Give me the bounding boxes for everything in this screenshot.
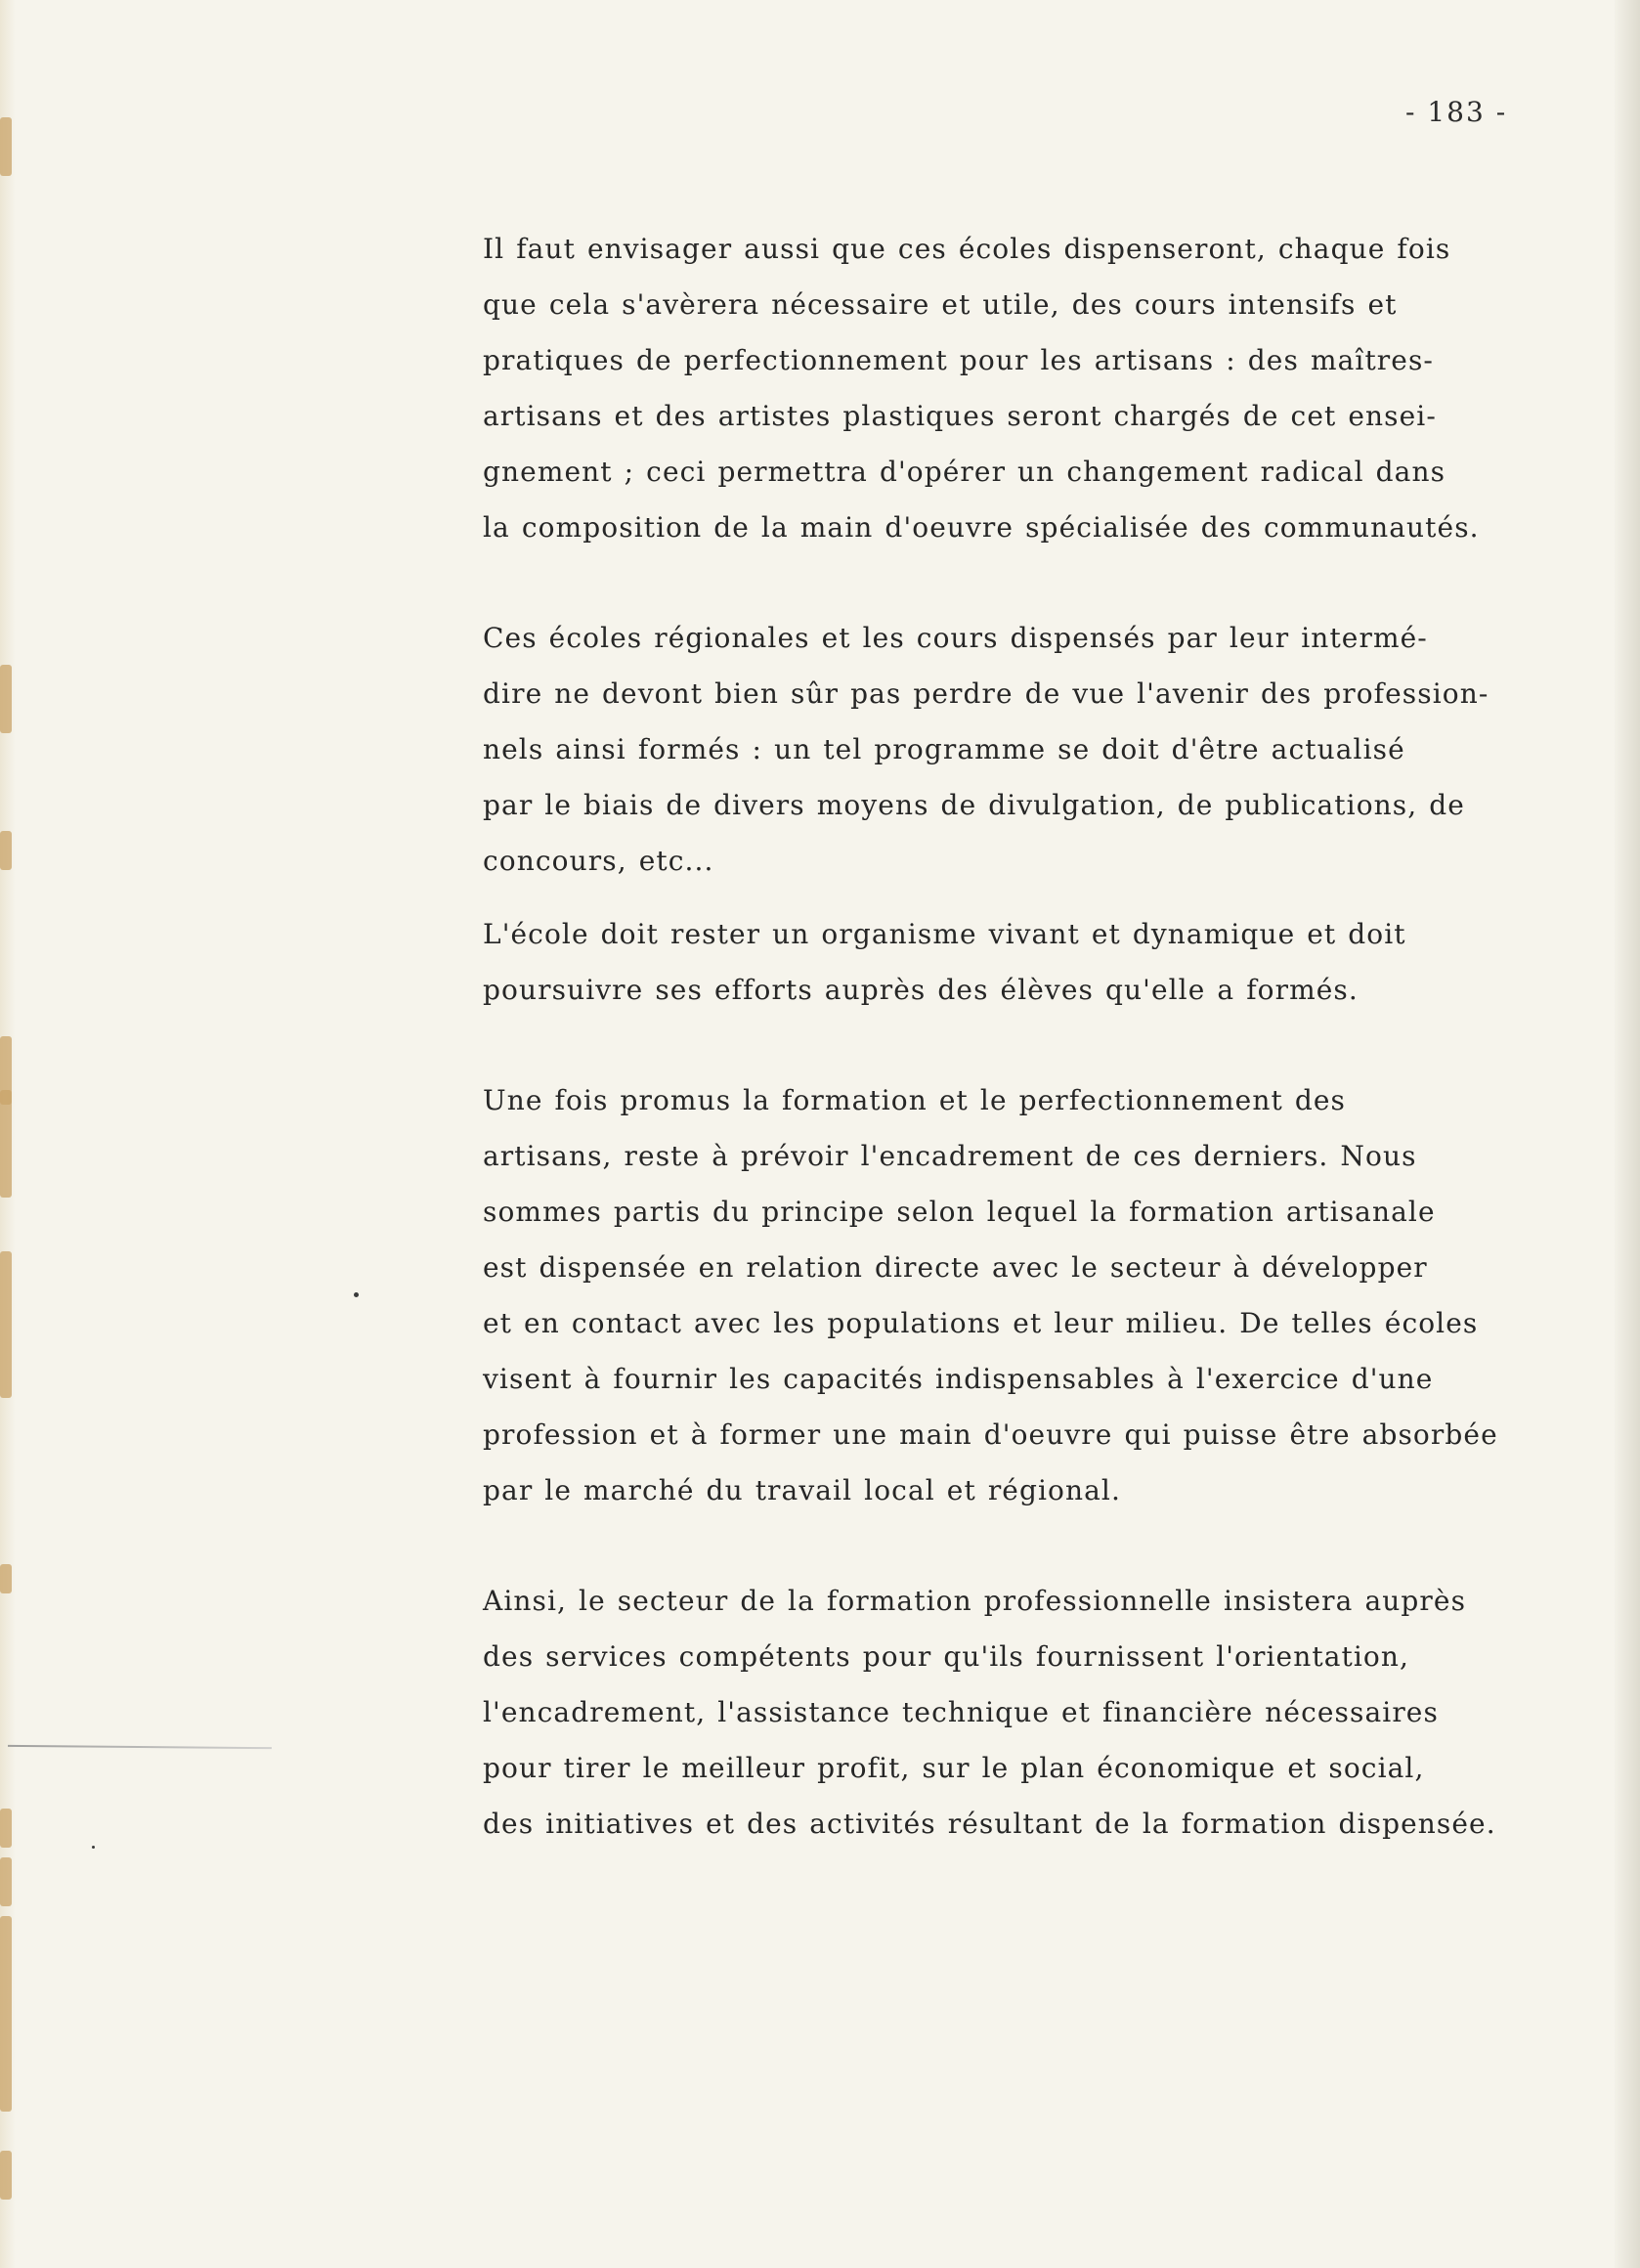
paragraph	[483, 1573, 1607, 1852]
text-line: que cela s'avèrera nécessaire et utile, des cours intensifs et	[483, 288, 1398, 321]
text-line: l'encadrement, l'assistance technique et financière nécessaires	[483, 1696, 1439, 1728]
text-line: artisans et des artistes plastiques seront chargés de cet ensei-	[483, 400, 1437, 432]
text-line: des initiatives et des activités résultant de la formation dispensée.	[483, 1808, 1496, 1840]
binding-stain	[0, 1809, 12, 1848]
page-number: - 183 -	[1405, 96, 1508, 128]
text-line: sommes partis du principe selon lequel la formation artisanale	[483, 1196, 1436, 1228]
binding-stain	[0, 2151, 12, 2200]
text-line: par le biais de divers moyens de divulgation, de publications, de	[483, 789, 1465, 821]
text-line: visent à fournir les capacités indispensables à l'exercice d'une	[483, 1363, 1434, 1395]
binding-stain	[0, 831, 12, 870]
ink-speck	[92, 1846, 95, 1849]
paragraph-gap	[483, 555, 1607, 610]
binding-stain	[0, 1564, 12, 1593]
text-line: artisans, reste à prévoir l'encadrement de ces derniers. Nous	[483, 1140, 1417, 1172]
text-line: L'école doit rester un organisme vivant et dynamique et doit	[483, 918, 1406, 950]
body-text	[483, 221, 1607, 1852]
binding-stain	[0, 665, 12, 733]
paragraph	[483, 221, 1607, 555]
text-line: gnement ; ceci permettra d'opérer un changement radical dans	[483, 456, 1446, 488]
page-edge-shadow	[1615, 0, 1640, 2268]
text-line: nels ainsi formés : un tel programme se doit d'être actualisé	[483, 733, 1405, 765]
paragraph	[483, 610, 1607, 889]
paragraph	[483, 906, 1607, 1018]
binding-stain	[0, 1857, 12, 1906]
text-line: Il faut envisager aussi que ces écoles dispenseront, chaque fois	[483, 233, 1451, 265]
paragraph	[483, 1072, 1607, 1518]
binding-stain	[0, 117, 12, 176]
text-line: pour tirer le meilleur profit, sur le plan économique et social,	[483, 1752, 1425, 1784]
text-line: pratiques de perfectionnement pour les artisans : des maîtres-	[483, 344, 1434, 376]
paragraph-gap	[483, 889, 1607, 906]
text-line: Une fois promus la formation et le perfectionnement des	[483, 1084, 1346, 1116]
binding-stain	[0, 1916, 12, 2112]
pencil-mark	[8, 1745, 272, 1749]
text-line: concours, etc...	[483, 845, 714, 877]
text-line: par le marché du travail local et régional.	[483, 1474, 1121, 1506]
text-line: des services compétents pour qu'ils fournissent l'orientation,	[483, 1640, 1409, 1673]
paragraph-gap	[483, 1518, 1607, 1573]
text-line: profession et à former une main d'oeuvre qui puisse être absorbée	[483, 1418, 1498, 1451]
text-line: est dispensée en relation directe avec le secteur à développer	[483, 1251, 1428, 1284]
ink-speck	[354, 1292, 359, 1297]
text-line: et en contact avec les populations et leur milieu. De telles écoles	[483, 1307, 1479, 1339]
text-line: la composition de la main d'oeuvre spécialisée des communautés.	[483, 511, 1480, 544]
text-line: Ces écoles régionales et les cours dispensés par leur intermé-	[483, 622, 1428, 654]
text-line: dire ne devont bien sûr pas perdre de vue l'avenir des profession-	[483, 677, 1489, 710]
binding-stain	[0, 1090, 12, 1198]
text-line: Ainsi, le secteur de la formation professionnelle insistera auprès	[483, 1585, 1467, 1617]
binding-stain	[0, 1251, 12, 1398]
text-line: poursuivre ses efforts auprès des élèves qu'elle a formés.	[483, 974, 1359, 1006]
paragraph-gap	[483, 1018, 1607, 1072]
